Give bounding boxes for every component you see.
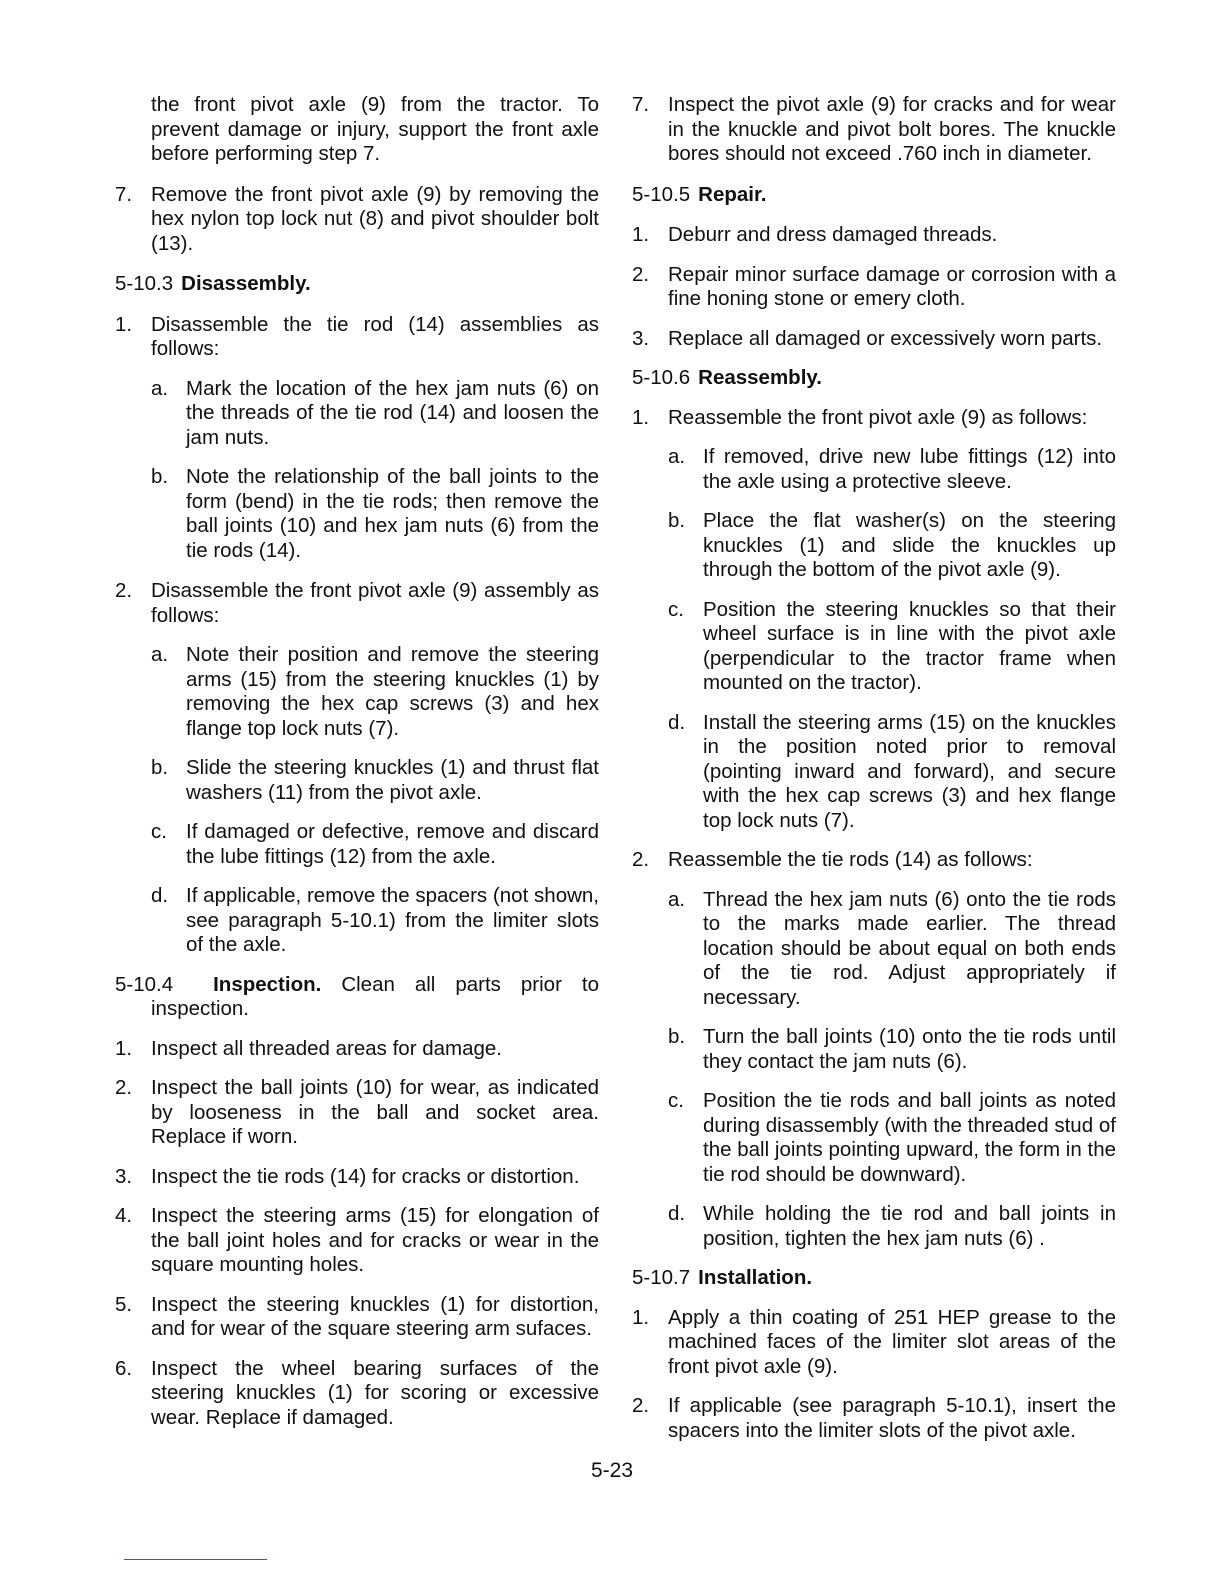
reassembly-step-1a: a. If removed, drive new lube fittings (12) into the axle using a protective sleeve. bbox=[668, 445, 1116, 493]
installation-step-2: 2. If applicable (see paragraph 5-10.1), insert the spacers into the limiter slots of the pivot axle. bbox=[632, 1394, 1116, 1442]
step-7-remove-axle: 7. Remove the front pivot axle (9) by removing the hex nylon top lock nut (8) and pivot shoulder bolt (13). bbox=[115, 182, 599, 255]
disassembly-step-2b: b. Slide the steering knuckles (1) and thrust flat washers (11) from the pivot axle. bbox=[151, 756, 599, 804]
disassembly-step-1b: b. Note the relationship of the ball joints to the form (bend) in the tie rods; then remove the ball joints (10) and hex jam nuts (6) from the tie rods (14). bbox=[151, 465, 599, 562]
inspection-step-4: 4. Inspect the steering arms (15) for elongation of the ball joint holes and for cracks or wear in the square mounting holes. bbox=[115, 1204, 599, 1276]
inspection-step-2: 2. Inspect the ball joints (10) for wear, as indicated by looseness in the ball and socket area. Replace if worn. bbox=[115, 1076, 599, 1148]
right-column bbox=[632, 93, 1116, 1443]
inspection-step-3: 3. Inspect the tie rods (14) for cracks or distortion. bbox=[115, 1164, 580, 1188]
reassembly-step-2b: b. Turn the ball joints (10) onto the tie rods until they contact the jam nuts (6). bbox=[668, 1025, 1116, 1073]
footer-rule bbox=[124, 1559, 267, 1560]
inspection-step-6: 6. Inspect the wheel bearing surfaces of the steering knuckles (1) for scoring or excessive wear. Replace if damaged. bbox=[115, 1356, 599, 1429]
disassembly-step-2: 2. Disassemble the front pivot axle (9) assembly as follows: bbox=[115, 579, 599, 627]
inspection-step-5: 5. Inspect the steering knuckles (1) for distortion, and for wear of the square steering arm sufaces. bbox=[115, 1292, 599, 1340]
section-heading-repair: 5-10.5 Repair. bbox=[632, 182, 767, 206]
page-number: 5-23 bbox=[590, 1459, 634, 1482]
reassembly-step-2c: c. Position the tie rods and ball joints as noted during disassembly (with the threaded stud of the ball joints pointing upward, the form in the tie rod should be downward). bbox=[668, 1089, 1116, 1186]
disassembly-step-2c: c. If damaged or defective, remove and discard the lube fittings (12) from the axle. bbox=[151, 820, 599, 868]
section-heading-reassembly: 5-10.6 Reassembly. bbox=[632, 366, 822, 389]
section-heading-installation: 5-10.7 Installation. bbox=[632, 1266, 813, 1289]
repair-step-3: 3. Replace all damaged or excessively worn parts. bbox=[632, 326, 1103, 350]
section-heading-inspection: 5-10.4 Inspection. Clean all parts prior to inspection. bbox=[115, 972, 599, 1020]
disassembly-step-1a: a. Mark the location of the hex jam nuts (6) on the threads of the tie rod (14) and loosen the jam nuts. bbox=[151, 376, 599, 449]
reassembly-step-1: 1. Reassemble the front pivot axle (9) as follows: bbox=[632, 405, 1088, 429]
installation-step-1: 1. Apply a thin coating of 251 HEP grease to the machined faces of the limiter slot areas of the front pivot axle (9). bbox=[632, 1305, 1116, 1378]
continued-paragraph: the front pivot axle (9) from the tractor. To prevent damage or injury, support the front axle before performing step 7. bbox=[151, 93, 599, 165]
disassembly-step-1: 1. Disassemble the tie rod (14) assemblies as follows: bbox=[115, 312, 599, 360]
repair-step-1: 1. Deburr and dress damaged threads. bbox=[632, 223, 998, 246]
reassembly-step-1b: b. Place the flat washer(s) on the steering knuckles (1) and slide the knuckles up through the bottom of the pivot axle (9). bbox=[668, 509, 1116, 581]
inspection-step-7: 7. Inspect the pivot axle (9) for cracks and for wear in the knuckle and pivot bolt bores. The knuckle bores should not exceed .760 inch in diameter. bbox=[632, 93, 1116, 165]
repair-step-2: 2. Repair minor surface damage or corrosion with a fine honing stone or emery cloth. bbox=[632, 262, 1116, 310]
reassembly-step-2d: d. While holding the tie rod and ball joints in position, tighten the hex jam nuts (6) . bbox=[668, 1202, 1116, 1250]
reassembly-step-2: 2. Reassemble the tie rods (14) as follows: bbox=[632, 848, 1033, 871]
reassembly-step-1c: c. Position the steering knuckles so that their wheel surface is in line with the pivot axle (perpendicular to the tractor frame when mounted on the tractor). bbox=[668, 597, 1116, 694]
left-column bbox=[115, 93, 599, 1430]
disassembly-step-2a: a. Note their position and remove the steering arms (15) from the steering knuckles (1) by removing the hex cap screws (3) and hex flange top lock nuts (7). bbox=[151, 643, 599, 740]
disassembly-step-2d: d. If applicable, remove the spacers (not shown, see paragraph 5-10.1) from the limiter slots of the axle. bbox=[151, 884, 599, 956]
section-heading-disassembly: 5-10.3 Disassembly. bbox=[115, 272, 311, 295]
inspection-step-1: 1. Inspect all threaded areas for damage. bbox=[115, 1036, 502, 1060]
reassembly-step-2a: a. Thread the hex jam nuts (6) onto the tie rods to the marks made earlier. The thread location should be about equal on both ends of the tie rod. Adjust appropriately if necessary. bbox=[668, 887, 1116, 1009]
reassembly-step-1d: d. Install the steering arms (15) on the knuckles in the position noted prior to removal (pointing inward and forward), and secure with the hex cap screws (3) and hex flange top lock nuts (7). bbox=[668, 710, 1116, 832]
